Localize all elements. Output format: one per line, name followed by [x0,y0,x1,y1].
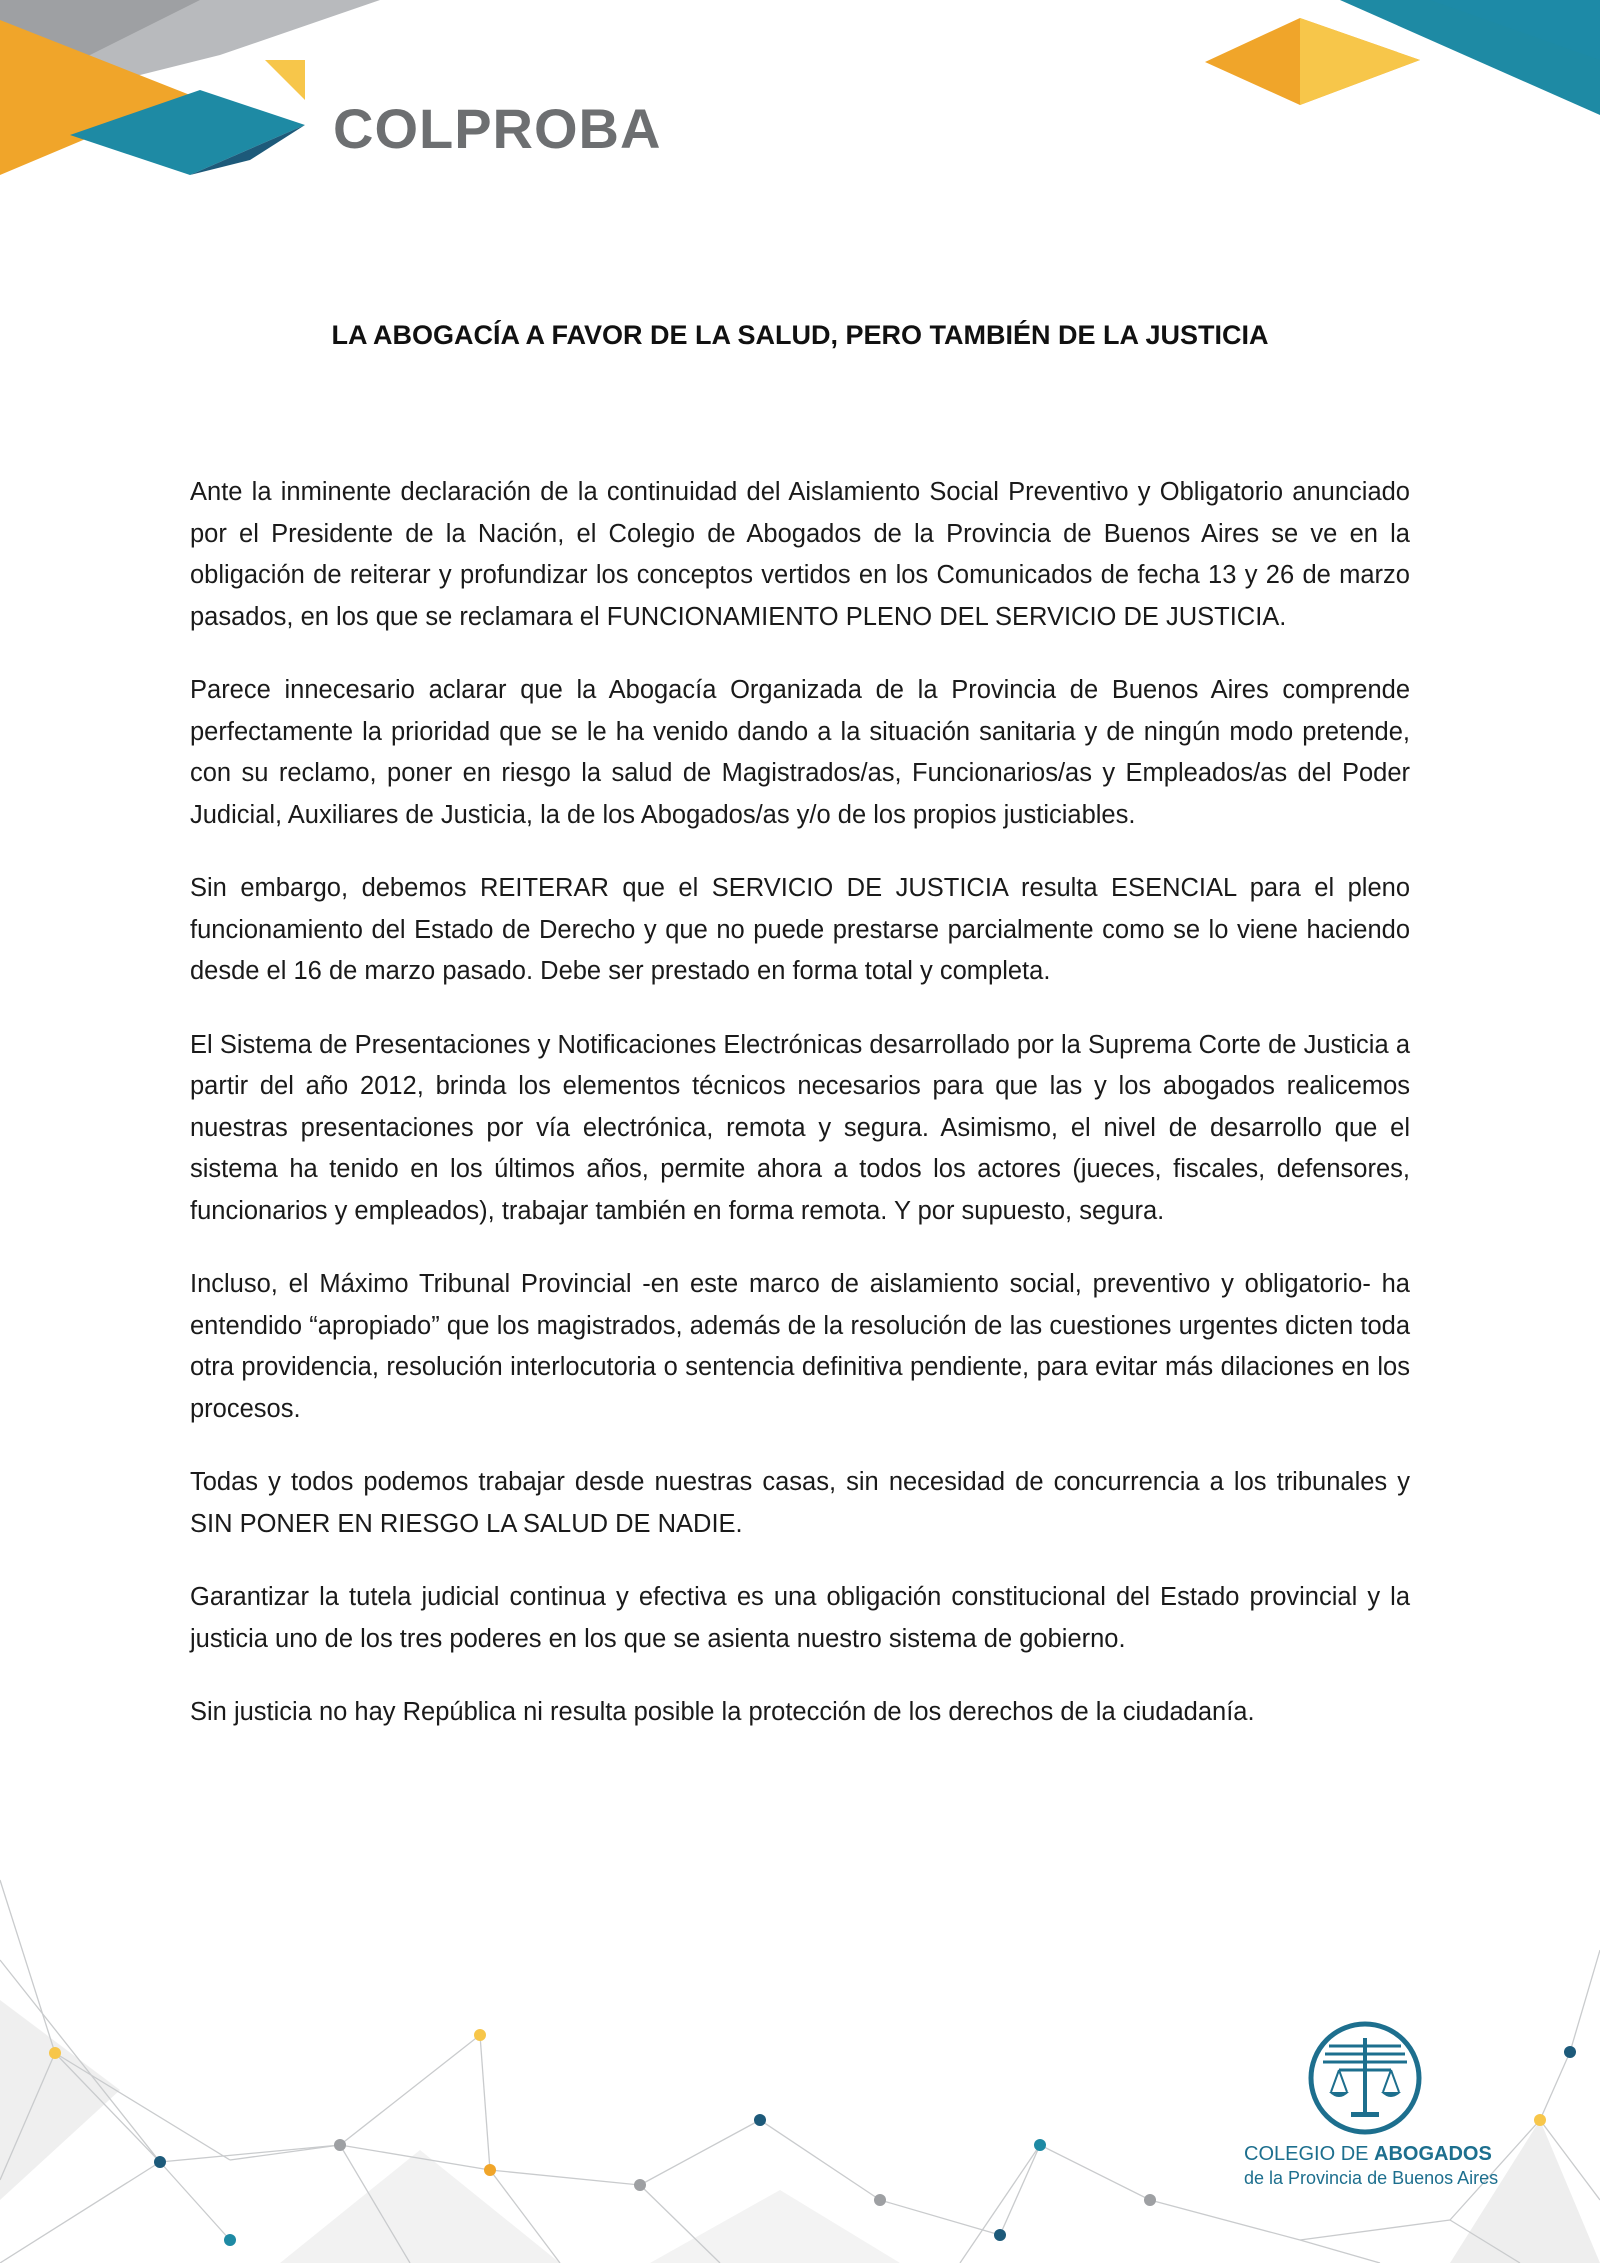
brand-logo-text: COLPROBA [333,97,662,160]
paragraph-1: Ante la inminente declaración de la continuidad del Aislamiento Social Preventivo y Obligatorio anunciado por el Presidente de la Nación, el Colegio de Abogados de la Provincia de Buenos Aires se ve en la obligación de reiterar y profundizar los conceptos vertidos en los Comunicados de fecha 13 y 26 de marzo pasados, en los que se reclamara el FUNCIONAMIENTO PLENO DEL SERVICIO DE JUSTICIA. [190,478,1410,631]
org-subtitle: de la Provincia de Buenos Aires [1244,2168,1499,2188]
paragraph-6: Todas y todos podemos trabajar desde nuestras casas, sin necesidad de concurrencia a los tribunales y SIN PONER EN RIESGO LA SALUD DE NADIE. [190,1468,1410,1538]
paragraph-3: Sin embargo, debemos REITERAR que el SERVICIO DE JUSTICIA resulta ESENCIAL para el pleno funcionamiento del Estado de Derecho y que no puede prestarse parcialmente como se lo viene haciendo desde el 16 de marzo pasado. Debe ser prestado en forma total y completa. [190,874,1410,985]
paragraph-2: Parece innecesario aclarar que la Abogacía Organizada de la Provincia de Buenos Aires comprende perfectamente la prioridad que se le ha venido dando a la situación sanitaria y de ningún modo pretende, con su reclamo, poner en riesgo la salud de Magistrados/as, Funcionarios/as y Empleados/as del Poder Judicial, Auxiliares de Justicia, la de los Abogados/as y/o de los propios justiciables. [190,676,1410,829]
paragraph-8: Sin justicia no hay República ni resulta posible la protección de los derechos de la ciudadanía. [190,1698,1255,1726]
paragraph-7: Garantizar la tutela judicial continua y efectiva es una obligación constitucional del Estado provincial y la justicia uno de los tres poderes en los que se asienta nuestro sistema de gobierno. [190,1583,1410,1653]
paragraph-4: El Sistema de Presentaciones y Notificaciones Electrónicas desarrollado por la Suprema Corte de Justicia a partir del año 2012, brinda los elementos técnicos necesarios para que las y los abogados realicemos nuestras presentaciones por vía electrónica, remota y segura. Asimismo, el nivel de desarrollo que el sistema ha tenido en los últimos años, permite ahora a todos los actores (jueces, fiscales, defensores, funcionarios y empleados), trabajar también en forma remota. Y por supuesto, segura. [190,1030,1410,1225]
scales-of-justice-icon [1305,2018,1425,2138]
paragraph-5: Incluso, el Máximo Tribunal Provincial -en este marco de aislamiento social, preventivo y obligatorio- ha entendido “apropiado” que los magistrados, además de la resolución de las cuestiones urgentes dicten toda otra providencia, resolución interlocutoria o sentencia definitiva pendiente, para evitar más dilaciones en los procesos. [190,1270,1410,1423]
document-title: LA ABOGACÍA A FAVOR DE LA SALUD, PERO TAMBIÉN DE LA JUSTICIA [331,320,1269,350]
org-name-bold: ABOGADOS [1374,2143,1492,2165]
org-name-prefix: COLEGIO DE [1244,2143,1375,2165]
org-name [1244,2143,1504,2165]
